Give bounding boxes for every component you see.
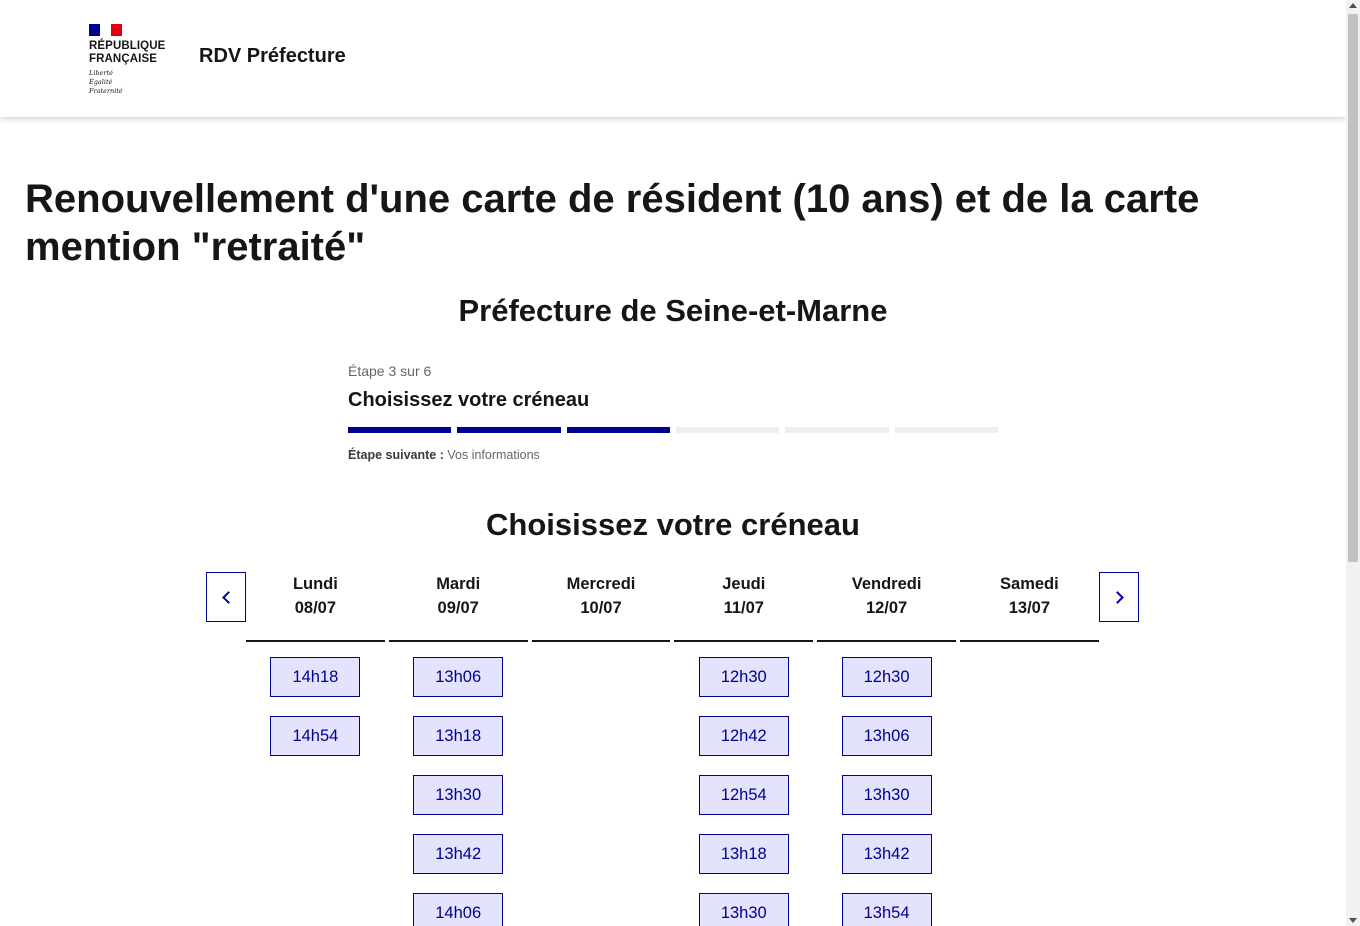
time-slot-button[interactable]: 13h30 [842,775,932,815]
logo-francaise: FRANÇAISE [89,53,157,65]
devise-egalite: Égalité [89,78,113,86]
day-name: Jeudi [722,575,766,593]
scroll-up-icon[interactable] [1349,3,1357,8]
day-date: 13/07 [1008,599,1051,617]
day-name: Lundi [292,575,338,593]
day-date: 11/07 [723,599,764,617]
devise [89,69,179,96]
time-slot-button[interactable]: 14h54 [270,716,360,756]
step-bar [676,427,779,433]
step-bar [567,427,670,433]
day-name: Mardi [436,575,481,593]
day-name: Vendredi [851,575,922,593]
next-week-button[interactable] [1099,572,1139,622]
step-next-label: Étape suivante : [348,448,444,462]
prefecture-title: Préfecture de Seine-et-Marne [458,293,888,328]
time-slot-button[interactable]: 12h30 [699,657,789,697]
day-column [817,572,956,926]
step-progress [348,427,998,433]
time-slot-button[interactable]: 12h42 [699,716,789,756]
day-header [532,572,671,642]
scroll-thumb[interactable] [1348,14,1358,562]
time-slot-button[interactable]: 13h06 [413,657,503,697]
scroll-down-icon[interactable] [1349,918,1357,923]
day-column [674,572,813,926]
day-name: Mercredi [566,575,636,593]
step-count: Étape 3 sur 6 [348,363,432,379]
vertical-scrollbar[interactable] [1346,0,1360,926]
chevron-right-icon [1111,591,1124,604]
time-slot-button[interactable]: 14h18 [270,657,360,697]
time-slot-button[interactable]: 13h42 [842,834,932,874]
stepper [348,363,998,462]
republique-francaise-logo[interactable] [89,24,179,96]
chevron-left-icon [222,591,235,604]
logo-text [89,40,179,66]
slot-list [246,657,385,756]
step-bar [348,427,451,433]
time-slot-button[interactable]: 13h18 [413,716,503,756]
step-title: Choisissez votre créneau [348,389,590,411]
site-title[interactable]: RDV Préfecture [199,45,346,67]
step-next-value: Vos informations [447,448,540,462]
time-slot-button[interactable]: 13h42 [413,834,503,874]
day-column [960,572,1099,926]
time-slot-button[interactable]: 13h30 [413,775,503,815]
day-column [389,572,528,926]
page-title: Renouvellement d'une carte de résident (10 ans) et de la carte mention "retraité" [25,177,1200,269]
day-column [532,572,671,926]
site-header [0,0,1346,117]
day-header [817,572,956,642]
slot-list [389,657,528,926]
step-bar [457,427,560,433]
calendar-title: Choisissez votre créneau [486,507,860,542]
day-date: 08/07 [294,599,337,617]
step-bar [895,427,998,433]
french-flag-icon [89,24,122,36]
day-header [674,572,813,642]
day-column [246,572,385,926]
day-header [246,572,385,642]
previous-week-button[interactable] [206,572,246,622]
time-slot-button[interactable]: 13h18 [699,834,789,874]
day-date: 10/07 [580,599,622,617]
day-header [960,572,1099,642]
devise-liberte: Liberté [89,69,113,77]
step-bar [785,427,888,433]
time-slot-button[interactable]: 12h54 [699,775,789,815]
day-header [389,572,528,642]
time-slot-button[interactable]: 14h06 [413,893,503,926]
devise-fraternite: Fraternité [89,87,123,95]
time-slot-button[interactable]: 13h54 [842,893,932,926]
logo-republique: RÉPUBLIQUE [89,40,166,52]
time-slot-button[interactable]: 12h30 [842,657,932,697]
day-date: 12/07 [865,599,908,617]
slot-list [817,657,956,926]
step-next [348,448,998,462]
day-date: 09/07 [437,599,479,617]
time-slot-button[interactable]: 13h30 [699,893,789,926]
slot-calendar [246,572,1099,926]
slot-list [674,657,813,926]
day-name: Samedi [1000,575,1059,593]
time-slot-button[interactable]: 13h06 [842,716,932,756]
